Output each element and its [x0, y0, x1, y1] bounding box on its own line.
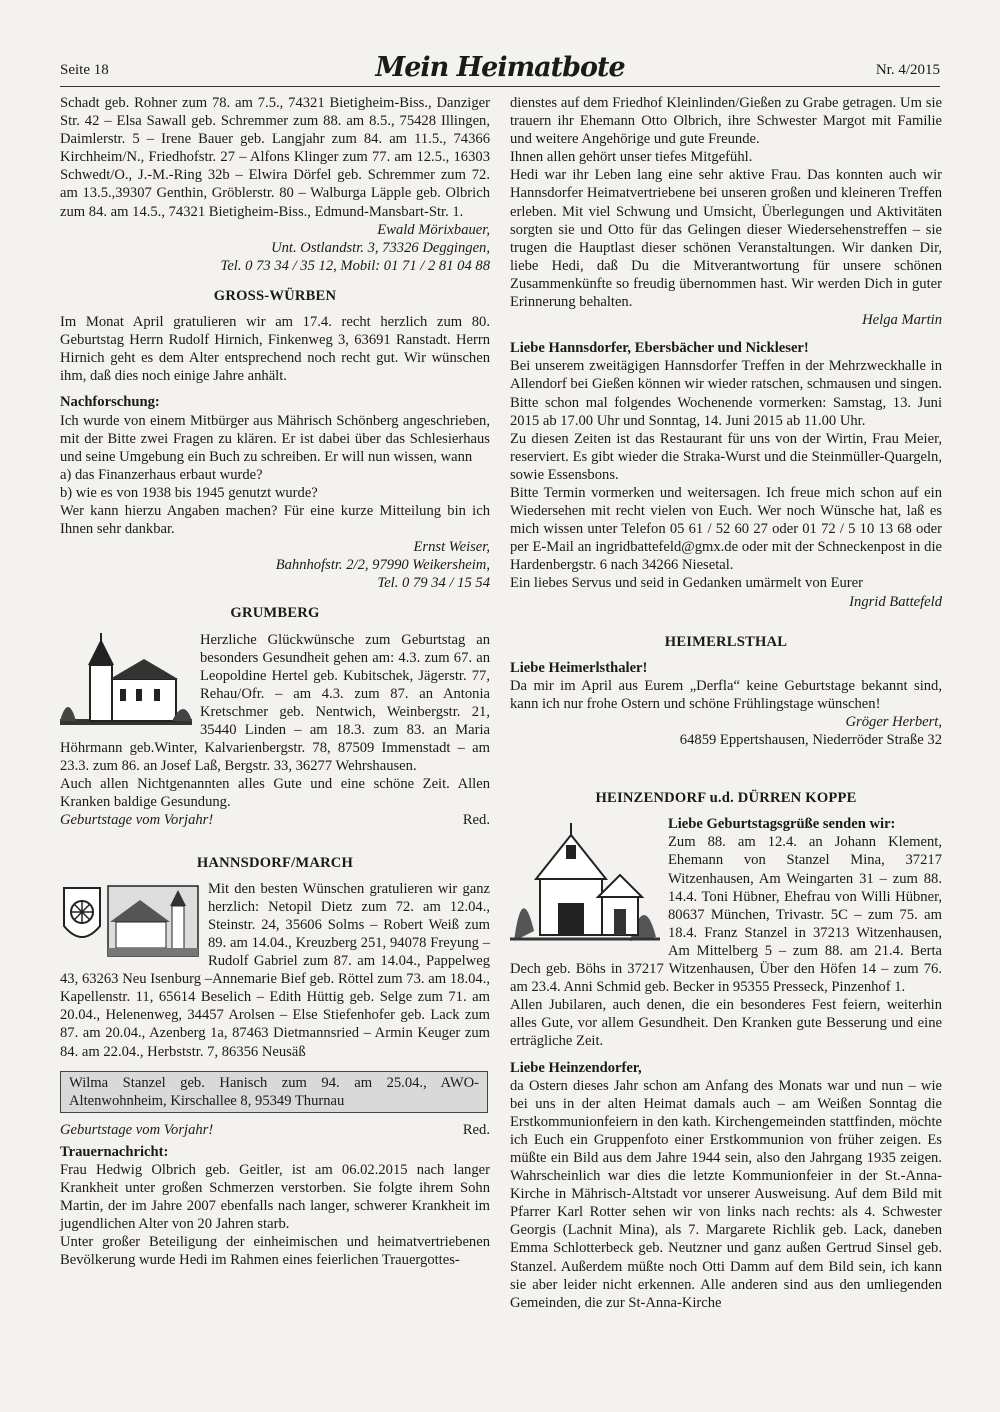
signature-red: Red.	[462, 1121, 490, 1138]
trauernachricht-text: Frau Hedwig Olbrich geb. Geitler, ist am 06.02.2015 nach langer Krankheit unter großen Schmerzen verstorben. Sie folgte ihrem Sohn Martin, der im Jahre 2007 ebenfalls nach langer, schwerer Krankheit im jugendlichen Alter von 20 Jahren starb.	[60, 1161, 490, 1233]
trauernachricht-title: Trauernachricht:	[60, 1143, 169, 1160]
heinzendorf-kommunion-text: da Ostern dieses Jahr schon am Anfang des Monats war und nun – wie bei uns in der alten Heimat damals auch – am Weißen Sonntag die Erstkommunionfeiern in den kath. Kirchengemeinden stattfinden, möchte ich Euch ein Gruppenfoto einer Erstkommunion von früher zeigen. Es müßte ein Bild aus dem Jahre 1944 sein, also den Jahrgang 1935 zeigen. Wahrscheinlich war dies die letzte Kommunionfeier in der St.-Anna-Kirche in Mährisch-Altstadt vor unserer Ausweisung. Auf dem Bild mit Pfarrer Karl Rotter sehen wir von links nach rechts: als 4. Schwester Georgis (Lachnit Mina), als 7. Margarete Richlik geb. Lack, daneben Emma Schlotterbeck geb. Neutzner und ganz außen Gertrud Sinsel geb. Stanzel. Außerdem müßte noch Otti Damm auf dem Bild sein, ich kann sie aber leider nicht erkennen. Alle anderen sind aus den umliegenden Gemeinden, die zur St-Anna-Kirche	[510, 1077, 942, 1311]
nachforschung-text: Ich wurde von einem Mitbürger aus Mährisch Schönberg angeschrieben, mit der Bitte zwei Fragen zu klären. Er ist dabei über das Schlesierhaus und seine Umgebung ein Buch zu schreiben. Er will nun wissen, wann	[60, 412, 490, 465]
left-column	[60, 94, 490, 1270]
section-subtitle-hannsdorf-meeting: Liebe Hannsdorfer, Ebersbächer und Nickleser!	[510, 340, 809, 357]
question-a: a) das Finanzerhaus erbaut wurde?	[60, 466, 263, 483]
signature-address: Bahnhofstr. 2/2, 97990 Weikersheim,	[275, 557, 490, 574]
heinzendorf-birthdays: Zum 88. am 12.4. an Johann Klement, Ehemann von Stanzel Mina, 37217 Witzenhausen, Am Weingarten 31 – zum 88. 14.4. Toni Hübner, Ehefrau von Willi Hübner, 80637 München, Trivastr. 5C – zum 75. am 18.4. Franz Stanzel in 37213 Witzenhausen, Am Mittelberg 5 – zum 88. am 21.4. Berta Dech geb. Böhs in 37217 Witzenhausen, Über den Höfen 14 – zum 76. am 23.4. Anni Schmid geb. Becker in 95355 Presseck, Pinzenhof 1.	[510, 834, 942, 996]
signature-name: Ingrid Battefeld	[849, 593, 942, 610]
signature-name: Gröger Herbert,	[845, 714, 942, 730]
signature-phone: Tel. 0 73 34 / 35 12, Mobil: 01 71 / 2 81 04 88	[220, 257, 490, 274]
birthday-list-continued: Schadt geb. Rohner zum 78. am 7.5., 74321 Bietigheim-Biss., Danziger Str. 42 – Elsa Sawall geb. Schremmer zum 88. am 8.5., 75428 Illingen, Daimlerstr. 5 – Irene Bauer geb. Langjahr zum 84. am 11.5., 74366 Kirchheim/N., Friedhofstr. 27 – Alfons Klinger zum 77. am 12.5., 16303 Schwedt/O., J.-M.-Ring 32b – Elwira Dörfel geb. Schremmer zum 72. am 13.5.,39307 Genthin, Gröblerstr. 80 – Walburga Läpple geb. Olbrich zum 84. am 14.5., 74321 Bietigheim-Biss., Edmund-Mansbart-Str. 1.	[60, 95, 490, 220]
signature-name: Ernst Weiser,	[413, 539, 490, 556]
heinzendorf-subtitle: Liebe Heinzendorfer,	[510, 1059, 642, 1076]
church-illustration	[60, 633, 192, 729]
nachforschung-title: Nachforschung:	[60, 394, 160, 411]
signature-red: Red.	[462, 812, 490, 829]
obituary-continued: dienstes auf dem Friedhof Kleinlinden/Gießen zu Grabe getragen. Um sie trauern ihr Ehemann Otto Olbrich, ihre Schwester Margot mit Familie und weitere Angehörige und gute Freunde.	[510, 95, 942, 148]
hannsdorf-text: Mit den besten Wünschen gratulieren wir ganz herzlich: Netopil Dietz zum 72. am 12.04., Steinstr. 24, 35606 Solms – Robert Weiß zum 89. am 14.04., Kreuzberg 251, 94078 Freyung – Rudolf Gabriel zum 87. am 14.04., Pappelweg 43, 63263 Neu Isenburg –Annemarie Bief geb. Röttel zum 73. am 18.04., Kapellenstr. 11, 65614 Beselich – Edith Hüttig geb. Selge zum 71. am 20.04., Helenenweg, 34457 Arolsen – Else Stiefenhofer geb. Lack zum 87. am 20.04., Azenberg 1a, 87463 Dietmannsried – Armin Keuger zum 84. am 22.04., Herbststr. 7, 86356 Neusäß	[60, 880, 490, 1060]
issue-number: Nr. 4/2015	[875, 62, 940, 78]
heinzendorf-wishes: Allen Jubilaren, auch denen, die ein besonderes Fest feiern, weiterhin alles Gute, vor allem Gesundheit. Den Kranken gute Besserung und eine erträgliche Zeit.	[510, 997, 942, 1050]
section-title-heinzendorf: HEINZENDORF u.d. DÜRREN KOPPE	[595, 790, 857, 807]
signature-address: 64859 Eppertshausen, Niederröder Straße 32	[679, 732, 942, 749]
signature-note: Geburtstage vom Vorjahr!	[60, 812, 214, 829]
meeting-text-4: Ein liebes Servus und seid in Gedanken umärmelt von Eurer	[510, 575, 864, 592]
meeting-text: Bei unserem zweitägigen Hannsdorfer Treffen in der Mehrzweckhalle in Allendorf bei Gießen können wir wieder ratschen, schmausen und singen. Bitte schon mal folgendes Wochenende vormerken: Samstag, 13. Juni 2015 ab 17.00 Uhr und Sonntag, 14. Juni 2015 ab 11.00 Uhr.	[510, 358, 942, 429]
section-title-hannsdorf: HANNSDORF/MARCH	[196, 854, 354, 871]
meeting-text-3: Bitte Termin vormerken und weitersagen. Ich freue mich schon auf ein Wiedersehen mit recht vielen von Euch. Wer noch Wünsche hat, laß es mich wissen unter Telefon 05 61 / 52 60 27 oder 01 72 / 5 10 13 68 oder per E-Mail an ingridbattefeld@gmx.de oder mit der Schneckenpost in die Hardenbergstr. 6 nach 34266 Niesetal.	[510, 484, 942, 574]
chapel-illustration	[510, 821, 660, 951]
highlight-box-wilma-stanzel	[60, 1071, 488, 1113]
heimerlsthal-text: Da mir im April aus Eurem „Derfla“ keine Geburtstage bekannt sind, kann ich nur frohe Ostern und schöne Frühlingstage wünschen!	[510, 677, 942, 712]
gross-wuerben-text: Im Monat April gratulieren wir am 17.4. recht herzlich zum 80. Geburtstag Herrn Rudolf Hirnich, Finkenweg 3, 63691 Ranstadt. Herrn Hirnich geht es dem Alter entsprechend noch recht gut. Wir wünschen ihm, daß dies noch einige Jahre anhält.	[60, 314, 490, 385]
grumberg-text: Herzliche Glückwünsche zum Geburtstag an besonders Gesundheit gehen am: 4.3. zum 67. an Leopoldine Hertel geb. Kubitschek, Jägerstr. 77, Rehau/Ofr. – am 4.3. zum 87. an Antonia Kretschmer geb. Nentwich, Weinbergstr. 21, 35440 Linden – am 18.3. zum 83. an Maria Höhrmann geb.Winter, Kalvarienbergstr. 78, 87509 Immenstadt – am 23.3. zum 86. an Josef Laß, Bergstr. 33, 36277 Wehrshausen.	[60, 631, 490, 775]
heimerlsthal-greeting: Liebe Heimerlsthaler!	[510, 659, 648, 676]
signature-name: Ewald Mörixbauer,	[377, 221, 490, 238]
section-title-grumberg: GRUMBERG	[230, 605, 320, 622]
trauernachricht-text-2: Unter großer Beteiligung der einheimischen und heimatvertriebenen Bevölkerung wurde Hedi im Rahmen eines feierlichen Trauergottes-	[60, 1234, 490, 1269]
signature-phone: Tel. 0 79 34 / 15 54	[377, 575, 490, 592]
grumberg-signature	[60, 811, 490, 829]
header-rule	[60, 86, 940, 87]
obituary-tribute: Hedi war ihr Leben lang eine sehr aktive Frau. Das konnten auch wir Hannsdorfer Heimatvertriebene bei unseren großen und kleineren Treffen erleben. Mit viel Schwung und Umsicht, Überlegungen und Aktivitäten sorgten sie und Otto für das Gelingen dieser Wiedersehenstreffen – sie trugen die Hauptlast dieser schönen Veranstaltungen. Wir danken Dir, liebe Hedi, daß Du die Mitverantwortung für unsere schönen Zusammenkünfte so freudig übernommen hast. Wir werden Dich in guter Erinnerung behalten.	[510, 167, 942, 311]
question-b: b) wie es von 1938 bis 1945 genutzt wurde?	[60, 484, 318, 501]
masthead-logo: Mein Heimatbote	[375, 52, 625, 83]
nachforschung-end: Wer kann hierzu Angaben machen? Für eine kurze Mitteilung bin ich Ihnen sehr dankbar.	[60, 502, 490, 538]
obituary-condolence: Ihnen allen gehört unser tiefes Mitgefühl.	[510, 149, 753, 166]
signature-address: Unt. Ostlandstr. 3, 73326 Deggingen,	[271, 239, 490, 256]
meeting-text-2: Zu diesen Zeiten ist das Restaurant für uns von der Wirtin, Frau Meier, reserviert. Es gibt wieder die Straka-Wurst und die Steinmüller-Quargeln, sowie Essensbons.	[510, 430, 942, 483]
section-title-heimerlsthal: HEIMERLSTHAL	[664, 633, 788, 650]
signature-name: Helga Martin	[862, 312, 942, 329]
page-number: Seite 18	[60, 62, 109, 78]
right-column	[510, 94, 942, 1312]
hannsdorf-signature	[60, 1121, 490, 1139]
heinzendorf-greeting: Liebe Geburtstagsgrüße senden wir:	[668, 816, 896, 833]
grumberg-end: Auch allen Nichtgenannten alles Gute und eine schöne Zeit. Allen Kranken baldige Gesundung.	[60, 776, 490, 811]
coat-of-arms-and-village-illustration	[60, 882, 200, 960]
section-title-gross-wuerben: GROSS-WÜRBEN	[213, 287, 337, 304]
highlight-box-text: Wilma Stanzel geb. Hanisch zum 94. am 25.04., AWO-Altenwohnheim, Kirschallee 8, 95349 Thurnau	[69, 1074, 479, 1109]
signature-note: Geburtstage vom Vorjahr!	[60, 1121, 214, 1138]
